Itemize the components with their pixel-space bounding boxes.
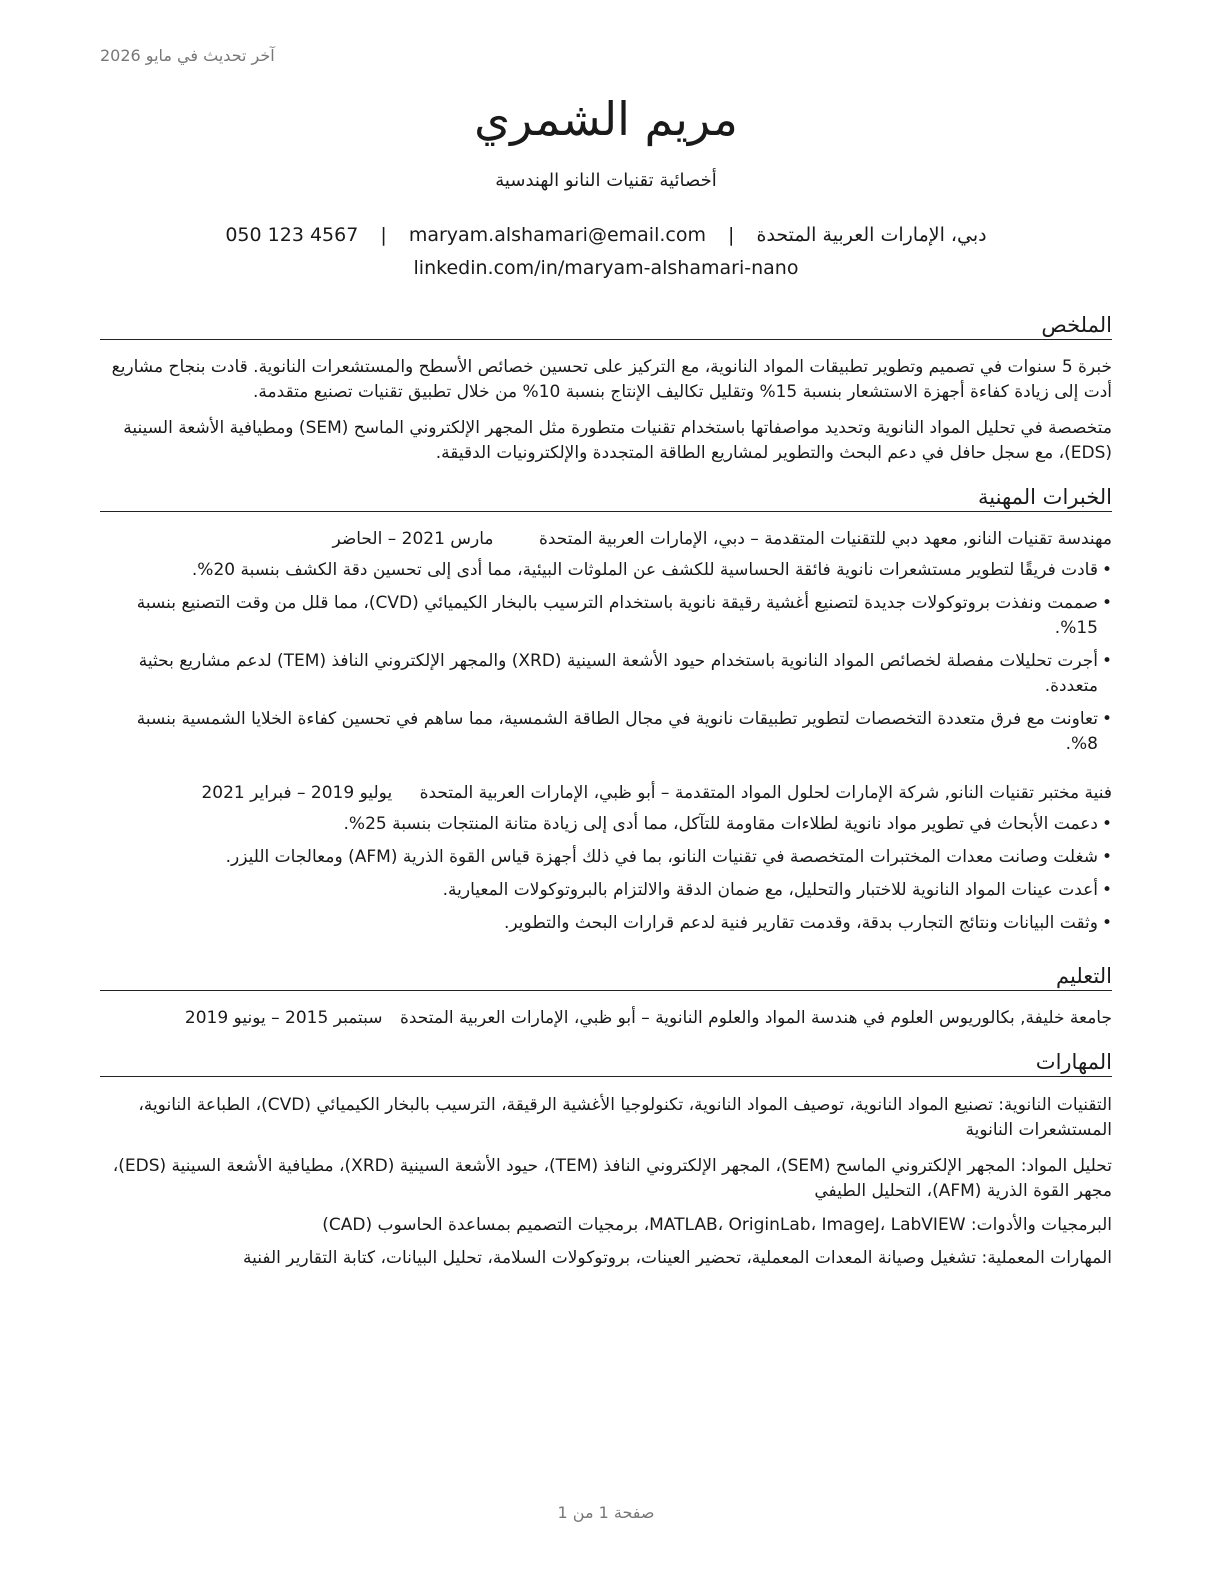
linkedin-link[interactable]: linkedin.com/in/maryam-alshamari-nano xyxy=(413,257,799,279)
summary-paragraph: متخصصة في تحليل المواد النانوية وتحديد مواصفاتها باستخدام تقنيات متطورة مثل المجهر الإلكتروني الماسح (SEM) ومطيافية الأشعة السينية (EDS)، مع سجل حافل في دعم البحث والتطوير لمشاريع الطاقة المتجددة والإلكترونيات الدقيقة. xyxy=(123,418,1112,463)
candidate-name: مريم الشمري xyxy=(474,92,738,146)
education-dates: سبتمبر 2015 – يونيو 2019 xyxy=(184,1008,383,1028)
list-item: • تعاونت مع فرق متعددة التخصصات لتطوير تطبيقات نانوية في مجال الطاقة الشمسية، مما ساهم في تحسين كفاءة الخلايا الشمسية بنسبة 8%. xyxy=(100,707,1112,757)
job-bullets xyxy=(100,558,1112,765)
summary-paragraph: خبرة 5 سنوات في تصميم وتطوير تطبيقات المواد النانوية، مع التركيز على تحسين خصائص الأسطح والمستشعرات النانوية. قادت بنجاح مشاريع أدت إلى زيادة كفاءة أجهزة الاستشعار بنسبة 15% وتقليل تكاليف الإنتاج بنسبة 10% من خلال تطبيق تقنيات تصنيع متقدمة. xyxy=(111,357,1112,402)
page-number: صفحة 1 من 1 xyxy=(557,1503,655,1522)
skill-line: البرمجيات والأدوات: MATLAB، OriginLab، ImageJ، LabVIEW، برمجيات التصميم بمساعدة الحاسوب (CAD) xyxy=(322,1215,1112,1235)
last-updated: آخر تحديث في مايو 2026 xyxy=(100,46,275,65)
list-item: • وثقت البيانات ونتائج التجارب بدقة، وقدمت تقارير فنية لدعم قرارات البحث والتطوير. xyxy=(100,911,1112,936)
job-dates: يوليو 2019 – فبراير 2021 xyxy=(201,783,393,803)
phone-number: 050 123 4567 xyxy=(225,224,359,246)
list-item: • قادت فريقًا لتطوير مستشعرات نانوية فائقة الحساسية للكشف عن الملوثات البيئية، مما أدى إلى تحسين دقة الكشف بنسبة 20%. xyxy=(100,558,1112,583)
separator: | xyxy=(380,224,387,246)
job-title-company: مهندسة تقنيات النانو, معهد دبي للتقنيات المتقدمة – دبي، الإمارات العربية المتحدة xyxy=(538,529,1112,549)
list-item: • دعمت الأبحاث في تطوير مواد نانوية لطلاءات مقاومة للتآكل، مما أدى إلى زيادة متانة المنتجات بنسبة 25%. xyxy=(100,812,1112,837)
contact-line xyxy=(100,224,1112,246)
separator: | xyxy=(728,224,735,246)
education-degree: جامعة خليفة, بكالوريوس العلوم في هندسة المواد والعلوم النانوية – أبو ظبي، الإمارات العربية المتحدة xyxy=(399,1008,1112,1028)
list-item: • شغلت وصانت معدات المختبرات المتخصصة في تقنيات النانو، بما في ذلك أجهزة قياس القوة الذرية (AFM) ومعالجات الليزر. xyxy=(100,845,1112,870)
job-heading xyxy=(100,527,1112,552)
location: دبي، الإمارات العربية المتحدة xyxy=(756,224,987,246)
list-item: • أجرت تحليلات مفصلة لخصائص المواد النانوية باستخدام حيود الأشعة السينية (XRD) والمجهر الإلكتروني النافذ (TEM) لدعم مشاريع بحثية متعددة. xyxy=(100,649,1112,699)
section-heading-skills: المهارات xyxy=(100,1049,1112,1077)
section-heading-experience: الخبرات المهنية xyxy=(100,484,1112,512)
list-item: • أعدت عينات المواد النانوية للاختبار والتحليل، مع ضمان الدقة والالتزام بالبروتوكولات المعيارية. xyxy=(100,878,1112,903)
job-dates: مارس 2021 – الحاضر xyxy=(332,529,494,549)
job-heading xyxy=(100,781,1112,806)
list-item: • صممت ونفذت بروتوكولات جديدة لتصنيع أغشية رقيقة نانوية باستخدام الترسيب بالبخار الكيميائي (CVD)، مما قلل من وقت التصنيع بنسبة 15%. xyxy=(100,591,1112,641)
candidate-title: أخصائية تقنيات النانو الهندسية xyxy=(495,170,717,191)
skill-line: التقنيات النانوية: تصنيع المواد النانوية، توصيف المواد النانوية، تكنولوجيا الأغشية الرقيقة، الترسيب بالبخار الكيميائي (CVD)، الطباعة النانوية، المستشعرات النانوية xyxy=(138,1095,1112,1140)
section-heading-summary: الملخص xyxy=(100,312,1112,340)
section-heading-education: التعليم xyxy=(100,963,1112,991)
email-link[interactable]: maryam.alshamari@email.com xyxy=(408,224,706,246)
resume-page xyxy=(100,0,1112,1584)
skill-line: تحليل المواد: المجهر الإلكتروني الماسح (SEM)، المجهر الإلكتروني النافذ (TEM)، حيود الأشعة السينية (XRD)، مطيافية الأشعة السينية (EDS)، مجهر القوة الذرية (AFM)، التحليل الطيفي xyxy=(112,1156,1112,1201)
education-entry xyxy=(100,1006,1112,1031)
job-title-company: فنية مختبر تقنيات النانو, شركة الإمارات لحلول المواد المتقدمة – أبو ظبي، الإمارات العربية المتحدة xyxy=(419,783,1112,803)
job-bullets xyxy=(100,812,1112,944)
skill-line: المهارات المعملية: تشغيل وصيانة المعدات المعملية، تحضير العينات، بروتوكولات السلامة، تحليل البيانات، كتابة التقارير الفنية xyxy=(243,1248,1112,1268)
